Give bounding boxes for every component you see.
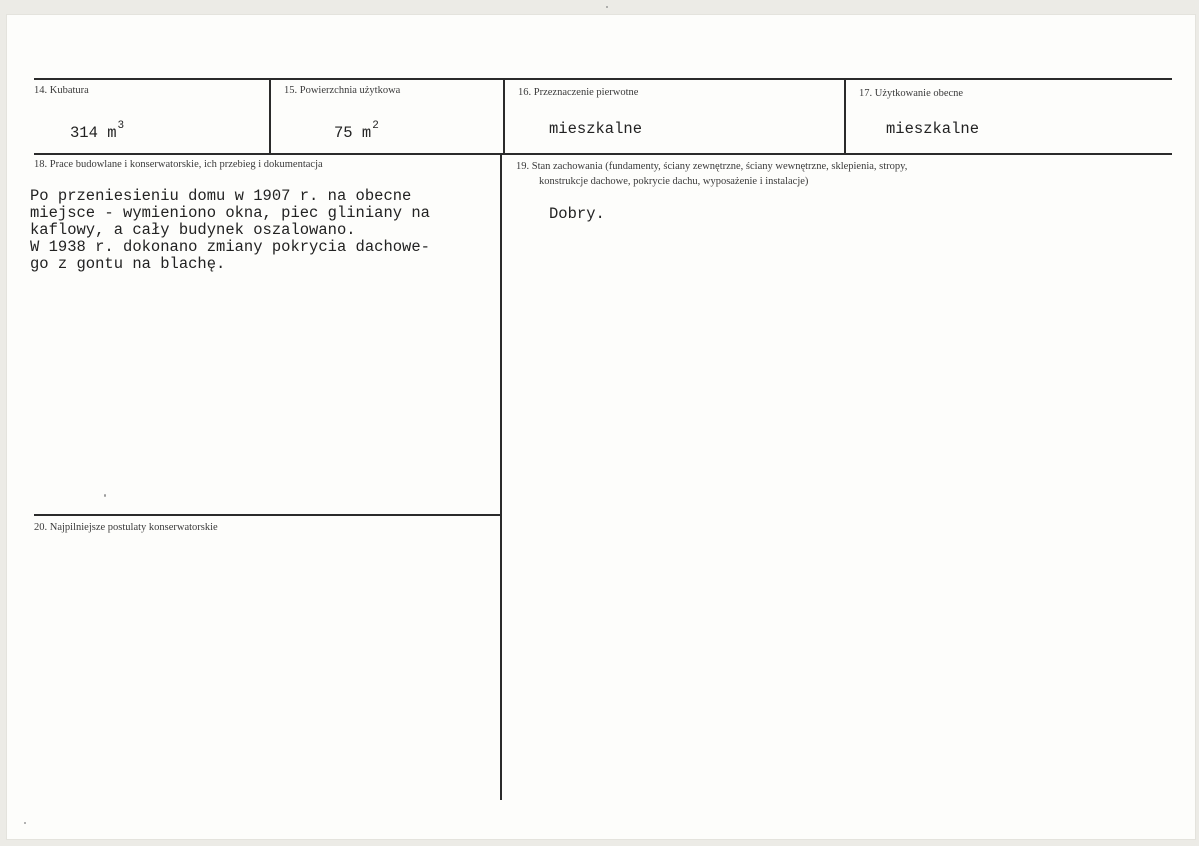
field-14-label: 14. Kubatura xyxy=(34,85,89,96)
paper-speck xyxy=(24,822,26,824)
field-20-label: 20. Najpilniejsze postulaty konserwatorskie xyxy=(34,522,218,533)
field-14-value-text: 314 m xyxy=(70,124,117,142)
top-border-line xyxy=(34,78,1172,80)
field-19-label-line-1: 19. Stan zachowania (fundamenty, ściany zewnętrzne, ściany wewnętrzne, sklepienia, stropy, xyxy=(516,161,908,172)
divider-16-17 xyxy=(844,79,846,154)
divider-15-16 xyxy=(503,79,505,154)
field-18-label: 18. Prace budowlane i konserwatorskie, ich przebieg i dokumentacja xyxy=(34,159,323,170)
field-17-value: mieszkalne xyxy=(886,120,980,138)
record-card xyxy=(6,14,1196,840)
field-15-unit-superscript: 2 xyxy=(372,120,379,132)
field-16-value: mieszkalne xyxy=(549,120,643,138)
field-16-label: 16. Przeznaczenie pierwotne xyxy=(518,87,639,98)
paper-speck xyxy=(606,6,608,8)
field-14-unit-superscript: 3 xyxy=(117,120,125,132)
section-18-20-divider-line xyxy=(34,514,501,516)
main-vertical-divider xyxy=(500,154,502,800)
divider-14-15 xyxy=(269,79,271,154)
field-19-value: Dobry. xyxy=(549,205,605,223)
field-19-label-line-2: konstrukcje dachowe, pokrycie dachu, wyposażenie i instalacje) xyxy=(539,176,809,187)
field-15-value xyxy=(334,118,379,142)
field-17-label: 17. Użytkowanie obecne xyxy=(859,88,964,99)
field-15-label: 15. Powierzchnia użytkowa xyxy=(284,85,401,96)
row-divider-line xyxy=(34,153,1172,155)
paper-speck xyxy=(104,494,106,497)
field-14-value xyxy=(70,118,124,142)
field-15-value-text: 75 m xyxy=(334,124,372,142)
field-18-value: Po przeniesieniu domu w 1907 r. na obecne miejsce - wymieniono okna, piec gliniany na kaflowy, a cały budynek oszalowano. W 1938 r. dokonano zmiany pokrycia dachowe- go z gontu na blachę. xyxy=(30,187,430,273)
